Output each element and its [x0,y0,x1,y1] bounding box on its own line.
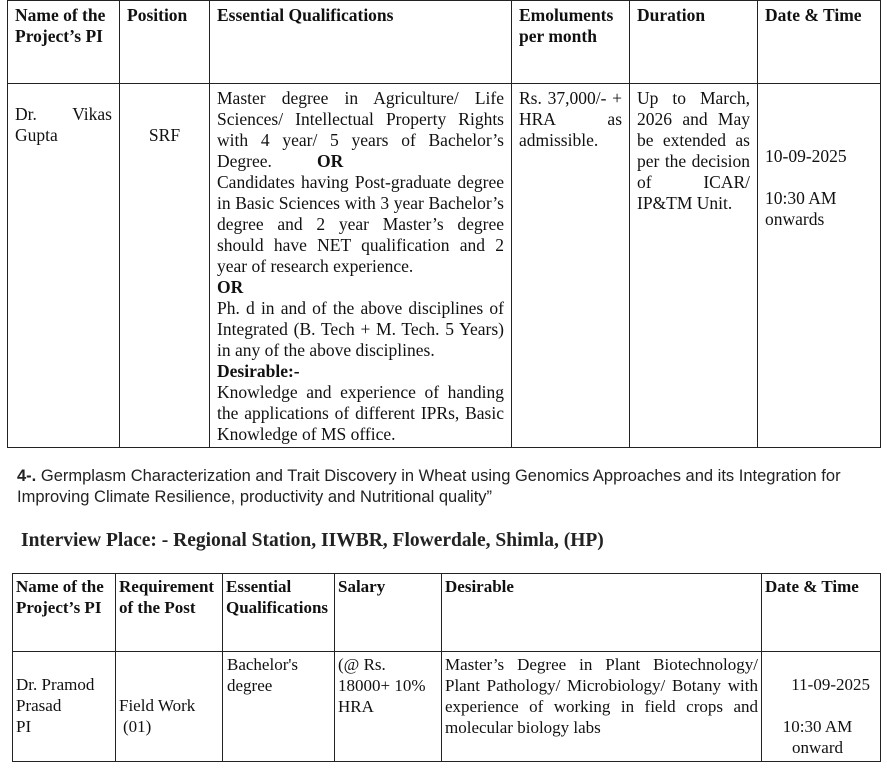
pi-name-line1: Dr. Vikas [15,104,112,124]
cell-duration: Up to March, 2026 and May be extended as per the decision of ICAR/ IP&TM Unit. [630,84,758,448]
cell-salary: (@ Rs. 18000+ 10% HRA [335,652,442,762]
header-qualifications: Essential Qualifications [223,574,335,652]
header-pi-name: Name of the Project’s PI [8,1,120,84]
requirement-line1: Field Work [119,696,196,715]
header-salary: Salary [335,574,442,652]
table-header-row [13,574,881,652]
header-desirable: Desirable [442,574,762,652]
pi-name-line1: Dr. Pramod [16,675,95,694]
cell-emoluments: Rs. 37,000/- + HRA as admissible. [512,84,630,448]
cell-pi-name [8,84,120,448]
requirement-line2: (01) [123,717,152,736]
cell-qualifications [210,84,512,448]
cell-pi-name [13,652,116,762]
pi-name-line2: Prasad [16,696,62,715]
interview-place: Interview Place: - Regional Station, IIWBR, Flowerdale, Shimla, (HP) [21,530,604,551]
qual-option-2: Candidates having Post-graduate degree in Basic Sciences with 3 year Bachelor’s degree and 2 year Master’s degree should have NET qualification and 2 year of research experience. [217,172,504,276]
position-value: SRF [148,125,181,145]
header-pi-name: Name of the Project’s PI [13,574,116,652]
project-table-1 [7,0,881,448]
header-date-time: Date & Time [758,1,881,84]
section-4-heading [17,466,847,508]
header-requirement: Requirement of the Post [116,574,223,652]
or-separator-1: OR [317,151,344,171]
header-qualifications: Essential Qualifications [210,1,512,84]
table-row [13,652,881,762]
desirable-text: Knowledge and experience of handing the applications of different IPRs, Basic Knowledge of MS office. [217,382,504,444]
cell-date-time [762,652,881,762]
cell-date-time [758,84,881,448]
header-date-time: Date & Time [762,574,881,652]
cell-position [120,84,210,448]
header-duration: Duration [630,1,758,84]
cell-requirement [116,652,223,762]
or-separator-2: OR [217,277,244,297]
cell-desirable: Master’s Degree in Plant Biotechnology/ Plant Pathology/ Microbiology/ Botany with experience of working in field crops and molecular biology labs [442,652,762,762]
qual-option-3: Ph. d in and of the above disciplines of Integrated (B. Tech + M. Tech. 5 Years) in any of the above disciplines. [217,298,504,360]
interview-date: 11-09-2025 [791,675,870,694]
table-row [8,84,881,448]
interview-time: 10:30 AM onwards [765,188,837,229]
header-position: Position [120,1,210,84]
section-number: 4-. [17,467,37,485]
section-title: Germplasm Characterization and Trait Discovery in Wheat using Genomics Approaches and its Integration for Improving Climate Resilience, productivity and Nutritional quality” [17,467,841,506]
pi-name-line2: Gupta [15,125,58,145]
interview-time: 10:30 AM onward [782,717,853,757]
pi-name-line3: PI [16,717,32,736]
header-emoluments: Emoluments per month [512,1,630,84]
interview-date: 10-09-2025 [765,146,847,166]
project-table-2 [12,573,881,762]
table-header-row [8,1,881,84]
desirable-label: Desirable:- [217,361,300,381]
qual-option-1: Master degree in Agriculture/ Life Sciences/ Intellectual Property Rights with 4 year/ 5 years of Bachelor’s Degree. [217,88,504,171]
cell-qualifications: Bachelor's degree [223,652,335,762]
